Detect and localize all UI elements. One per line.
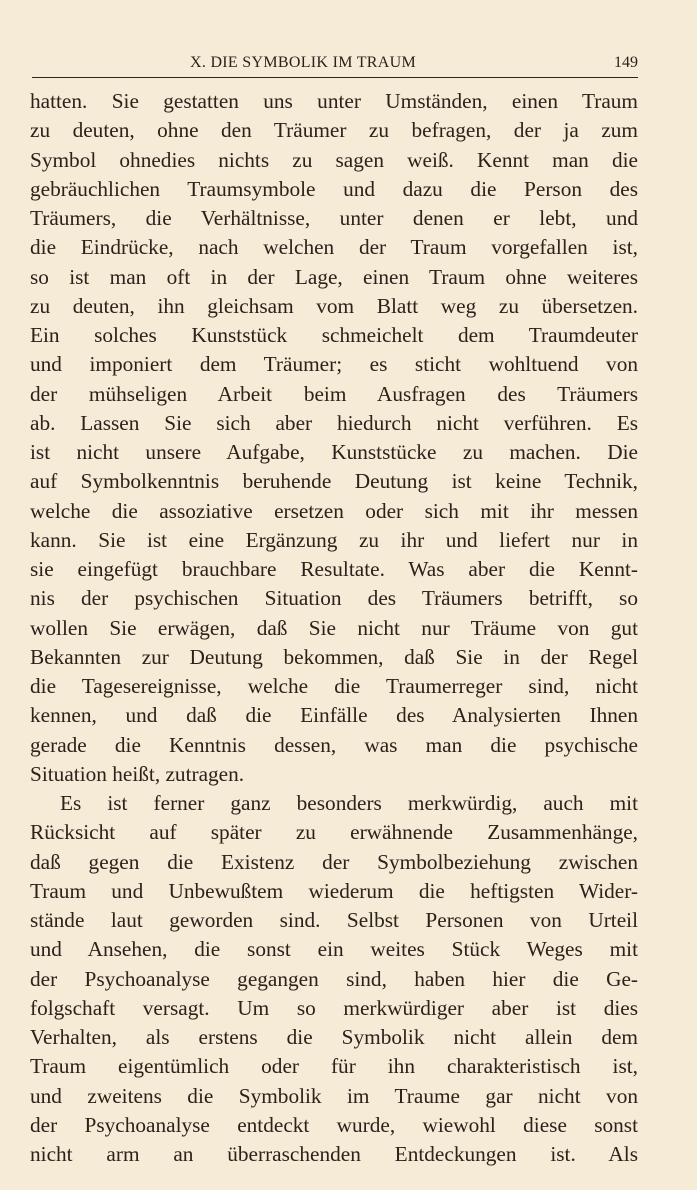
text-line: auf Symbolkenntnis beruhende Deutung ist keine Technik, [30,469,638,494]
text-line: wollen Sie erwägen, daß Sie nicht nur Träume von gut [30,615,638,640]
text-line: Verhalten, als erstens die Symbolik nicht allein dem [30,1025,638,1049]
running-title: X. DIE SYMBOLIK IM TRAUM [190,54,417,71]
text-line: daß gegen die Existenz der Symbolbeziehung zwischen [30,849,638,874]
text-line: Rücksicht auf später zu erwähnende Zusammenhänge, [30,820,638,845]
body-text [30,87,638,1169]
text-line: kann. Sie ist eine Ergänzung zu ihr und liefert nur in [30,527,638,552]
text-line: hatten. Sie gestatten uns unter Umständen, einen Traum [30,89,638,113]
text-line: ab. Lassen Sie sich aber hiedurch nicht verführen. Es [30,410,638,435]
text-line: Traum und Unbewußtem wiederum die heftigsten Wider- [30,878,638,903]
text-line: Bekannten zur Deutung bekommen, daß Sie in der Regel [30,644,638,669]
text-line: folgschaft versagt. Um so merkwürdiger aber ist dies [30,995,638,1020]
text-line: zu deuten, ihn gleichsam vom Blatt weg zu übersetzen. [30,293,638,318]
text-line: der Psychoanalyse entdeckt wurde, wiewohl diese sonst [30,1112,638,1137]
text-line: die Tagesereignisse, welche die Traumerreger sind, nicht [30,674,638,698]
text-line: Ein solches Kunststück schmeichelt dem Traumdeuter [30,323,638,347]
text-line: kennen, und daß die Einfälle des Analysierten Ihnen [30,703,638,728]
text-line: und zweitens die Symbolik im Traume gar nicht von [30,1083,638,1108]
page-number: 149 [614,54,638,71]
text-line: Es ist ferner ganz besonders merkwürdig, auch mit [60,791,638,815]
header-rule [32,77,638,78]
text-line: Situation heißt, zutragen. [30,761,245,786]
text-line: und imponiert dem Träumer; es sticht wohltuend von [30,352,638,377]
text-line: der Psychoanalyse gegangen sind, haben hier die Ge- [30,966,638,991]
text-line: sie eingefügt brauchbare Resultate. Was aber die Kennt- [30,557,638,581]
text-line: so ist man oft in der Lage, einen Traum ohne weiteres [30,264,638,289]
text-line: stände laut geworden sind. Selbst Personen von Urteil [30,908,638,932]
text-line: nis der psychischen Situation des Träumers betrifft, so [30,586,638,611]
text-line: Symbol ohnedies nichts zu sagen weiß. Kennt man die [30,147,638,172]
paragraph-1 [30,87,638,789]
text-line: Träumers, die Verhältnisse, unter denen er lebt, und [30,206,638,230]
text-line: ist nicht unsere Aufgabe, Kunststücke zu machen. Die [30,440,638,464]
text-line: und Ansehen, die sonst ein weites Stück Weges mit [30,937,638,962]
text-line: gerade die Kenntnis dessen, was man die psychische [30,732,638,757]
text-line: zu deuten, ohne den Träumer zu befragen, der ja zum [30,118,638,143]
text-line: welche die assoziative ersetzen oder sich mit ihr messen [30,498,638,523]
paragraph-2 [30,789,638,1169]
text-line: nicht arm an überraschenden Entdeckungen ist. Als [30,1142,638,1166]
text-line: gebräuchlichen Traumsymbole und dazu die Person des [30,176,638,201]
running-header [32,52,638,78]
text-line: die Eindrücke, nach welchen der Traum vorgefallen ist, [30,235,638,260]
text-line: Traum eigentümlich oder für ihn charakteristisch ist, [30,1054,638,1079]
text-line: der mühseligen Arbeit beim Ausfragen des Träumers [30,381,638,406]
